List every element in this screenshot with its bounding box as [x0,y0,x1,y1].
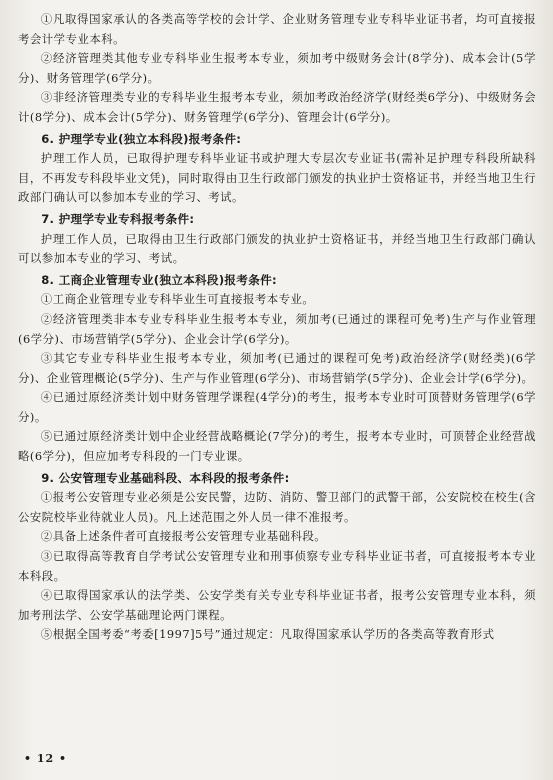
section-heading: 8. 工商企业管理专业(独立本科段)报考条件: [41,272,277,287]
paragraph: ②具备上述条件者可直接报考公安管理专业基础科段。 [40,529,327,544]
paragraph: ⑤根据全国考委“考委[1997]5号”通过规定：凡取得国家承认学历的各类高等教育形式 [40,627,495,642]
paragraph: ③其它专业专科毕业生报考本专业，须加考(已通过的课程可免考)政治经济学(财经类)(6学分)、企业管理概论(5学分)、生产与作业管理(6学分)、市场营销学(5学分)、企业会计学(6学分)。 [18,351,536,385]
section-heading: 9. 公安管理专业基础科段、本科段的报考条件: [41,470,290,485]
section-heading: 6. 护理学专业(独立本科段)报考条件: [41,131,242,146]
section-heading: 7. 护理学专业专科报考条件: [41,211,195,226]
paragraph: ③已取得高等教育自学考试公安管理专业和刑事侦察专业专科毕业证书者，可直接报考本专业本科段。 [18,549,536,583]
paragraph: 护理工作人员，已取得护理专科毕业证书或护理大专层次专业证书(需补足护理专科段所缺科目，不再发专科段毕业文凭)，同时取得由卫生行政部门颁发的执业护士资格证书，并经当地卫生行政部门确认可以参加本专业的学习、考试。 [18,151,536,205]
paragraph: 护理工作人员，已取得由卫生行政部门颁发的执业护士资格证书，并经当地卫生行政部门确认可以参加本专业的学习、考试。 [18,231,536,266]
paragraph: ①工商企业管理专业专科毕业生可直接报考本专业。 [40,292,315,307]
paragraph: ③非经济管理类专业的专科毕业生报考本专业，须加考政治经济学(财经类6学分)、中级财务会计(8学分)、成本会计(5学分)、财务管理学(6学分)、管理会计(6学分)。 [18,90,536,124]
page-body [18,10,536,645]
paragraph: ①凡取得国家承认的各类高等学校的会计学、企业财务管理专业专科毕业证书者，均可直接报考会计学专业本科。 [18,12,536,46]
paragraph: ⑤已通过原经济类计划中企业经营战略概论(7学分)的考生，报考本专业时，可顶替企业经营战略(6学分)，但应加考专科段的一门专业课。 [18,429,536,464]
paragraph: ②经济管理类其他专业专科毕业生报考本专业，须加考中级财务会计(8学分)、成本会计(5学分)、财务管理学(6学分)。 [18,51,536,85]
page-number: • 12 • [24,752,68,765]
paragraph: ①报考公安管理专业必须是公安民警，边防、消防、警卫部门的武警干部，公安院校在校生(含公安院校毕业待就业人员)。凡上述范围之外人员一律不准报考。 [18,490,536,524]
paragraph: ④已取得国家承认的法学类、公安学类有关专业专科毕业证书者，报考公安管理专业本科，须加考刑法学、公安学基础理论两门课程。 [18,588,536,622]
paragraph: ④已通过原经济类计划中财务管理学课程(4学分)的考生，报考本专业时可顶替财务管理学(6学分)。 [18,390,536,424]
paragraph: ②经济管理类非本专业专科毕业生报考本专业，须加考(已通过的课程可免考)生产与作业管理(6学分)、市场营销学(5学分)、企业会计学(6学分)。 [18,311,536,346]
